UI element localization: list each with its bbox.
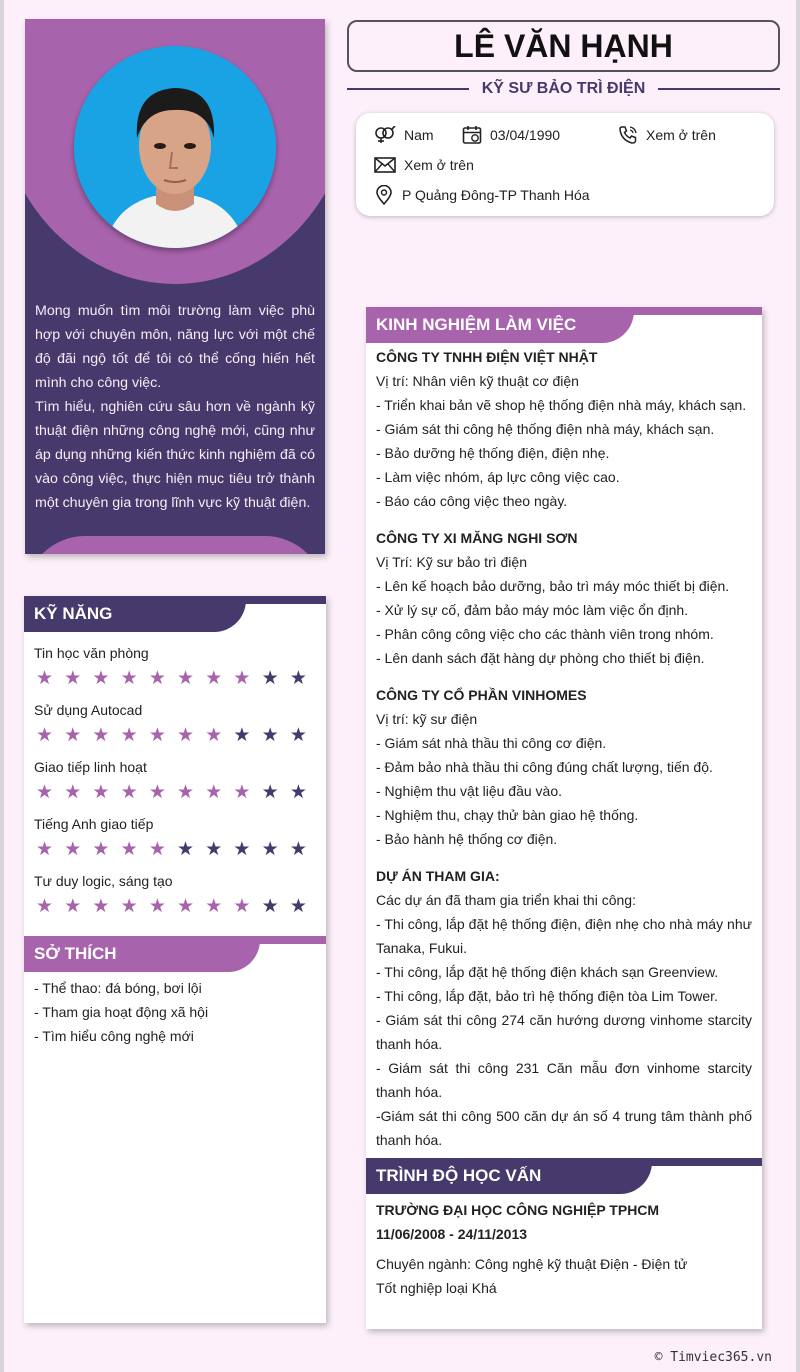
star-icon: ★: [233, 896, 251, 917]
star-icon: ★: [120, 782, 138, 803]
gender-icon: [374, 126, 396, 144]
company-name: CÔNG TY TNHH ĐIỆN VIỆT NHẬT: [376, 349, 598, 365]
major: Chuyên ngành: Công nghệ kỹ thuật Điện - Điện tử: [376, 1256, 688, 1272]
exp-line: - Thi công, lắp đặt hệ thống điện, điện nhẹ cho nhà máy như Tanaka, Fukui.: [376, 916, 752, 956]
skill-name: Giao tiếp linh hoạt: [34, 759, 147, 775]
candidate-name: LÊ VĂN HẠNH: [347, 20, 780, 72]
star-icon: ★: [120, 725, 138, 746]
star-icon: ★: [289, 668, 307, 689]
star-icon: ★: [289, 839, 307, 860]
star-icon: ★: [261, 725, 279, 746]
star-icon: ★: [148, 782, 166, 803]
star-icon: ★: [92, 839, 110, 860]
exp-line: - Phân công công việc cho các thành viên trong nhóm.: [376, 626, 714, 642]
exp-line: Vị Trí: Kỹ sư bảo trì điện: [376, 554, 527, 570]
exp-line: - Lên kế hoạch bảo dưỡng, bảo trì máy móc thiết bị điện.: [376, 578, 730, 594]
experience-title: KINH NGHIỆM LÀM VIỆC: [366, 307, 634, 343]
avatar: [74, 46, 276, 248]
career-objective: Mong muốn tìm môi trường làm việc phù hợp với chuyên môn, năng lực với một chế độ đãi ngộ tốt để tôi có thể cống hiến hết mình cho công việc. Tìm hiểu, nghiên cứu sâu hơn về ngành kỹ thuật điện những công nghệ mới, cũng như áp dụng những kiến thức kinh nghiệm đã có vào công việc, thực hiện mục tiêu trở thành một chuyên gia trong lĩnh vực kỹ thuật điện.: [35, 303, 315, 511]
star-icon: ★: [148, 725, 166, 746]
star-icon: ★: [148, 668, 166, 689]
skill-item: [24, 702, 326, 746]
star-icon: ★: [177, 896, 195, 917]
skill-rating: [34, 897, 316, 917]
star-icon: ★: [92, 896, 110, 917]
star-icon: ★: [36, 725, 54, 746]
experience-card: [366, 307, 762, 1329]
experience-item: [376, 683, 752, 851]
star-icon: ★: [148, 839, 166, 860]
skill-item: [24, 645, 326, 689]
star-icon: ★: [64, 782, 82, 803]
job-title-row: [347, 78, 780, 100]
star-icon: ★: [36, 668, 54, 689]
exp-line: - Thi công, lắp đặt, bảo trì hệ thống điện tòa Lim Tower.: [376, 988, 718, 1004]
school-name: TRƯỜNG ĐẠI HỌC CÔNG NGHIỆP TPHCM: [376, 1202, 660, 1218]
skill-rating: [34, 726, 316, 746]
star-icon: ★: [148, 896, 166, 917]
footer-watermark: © Timviec365.vn: [654, 1350, 772, 1365]
exp-line: - Lên danh sách đặt hàng dự phòng cho thiết bị điện.: [376, 650, 705, 666]
star-icon: ★: [120, 896, 138, 917]
study-period: 11/06/2008 - 24/11/2013: [376, 1226, 528, 1242]
star-icon: ★: [205, 896, 223, 917]
exp-line: - Giám sát thi công hệ thống điện nhà máy, khách sạn.: [376, 421, 715, 437]
hobbies-title: SỞ THÍCH: [24, 936, 260, 972]
star-icon: ★: [177, 839, 195, 860]
star-icon: ★: [205, 668, 223, 689]
exp-line: - Triển khai bản vẽ shop hệ thống điện nhà máy, khách sạn.: [376, 397, 747, 413]
skill-rating: [34, 840, 316, 860]
skill-rating: [34, 783, 316, 803]
skills-title: KỸ NĂNG: [24, 596, 246, 632]
hobby-item: - Thể thao: đá bóng, bơi lội: [34, 980, 202, 996]
skill-item: [24, 816, 326, 860]
exp-line: - Giám sát thi công 274 căn hướng dương vinhome starcity thanh hóa.: [376, 1012, 752, 1052]
exp-line: - Xử lý sự cố, đảm bảo máy móc làm việc ổn định.: [376, 602, 689, 618]
skill-item: [24, 873, 326, 917]
contact-address: [374, 184, 590, 206]
star-icon: ★: [64, 839, 82, 860]
star-icon: ★: [233, 725, 251, 746]
contact-box: [356, 113, 774, 216]
phone-value: Xem ở trên: [646, 127, 716, 143]
skill-item: [24, 759, 326, 803]
exp-line: - Nghiệm thu vật liệu đầu vào.: [376, 783, 562, 799]
skills-header: [24, 596, 326, 632]
exp-line: -Giám sát thi công 500 căn dự án số 4 trung tâm thành phố thanh hóa.: [376, 1108, 752, 1148]
graduation-grade: Tốt nghiệp loại Khá: [376, 1280, 497, 1296]
education-body: [376, 1194, 752, 1300]
star-icon: ★: [261, 782, 279, 803]
star-icon: ★: [261, 896, 279, 917]
star-icon: ★: [205, 725, 223, 746]
star-icon: ★: [289, 782, 307, 803]
hobby-item: - Tìm hiểu công nghệ mới: [34, 1028, 194, 1044]
job-title: KỸ SƯ BẢO TRÌ ĐIỆN: [481, 80, 646, 97]
project-heading: DỰ ÁN THAM GIA:: [376, 868, 500, 884]
contact-phone: [618, 124, 716, 146]
experience-header: [366, 307, 762, 343]
star-icon: ★: [36, 896, 54, 917]
company-name: CÔNG TY XI MĂNG NGHI SƠN: [376, 530, 578, 546]
exp-line: - Làm việc nhóm, áp lực công việc cao.: [376, 469, 620, 485]
star-icon: ★: [64, 725, 82, 746]
star-icon: ★: [92, 725, 110, 746]
hobbies-header: [24, 936, 326, 972]
hobbies-list: [24, 972, 326, 1048]
contact-dob: [462, 124, 560, 146]
star-icon: ★: [233, 782, 251, 803]
experience-body: [366, 343, 762, 1300]
profile-footer-arc: [25, 536, 325, 554]
exp-line: - Đảm bảo nhà thầu thi công đúng chất lượng, tiến độ.: [376, 759, 713, 775]
experience-item: [376, 345, 752, 513]
profile-card: [25, 19, 325, 554]
contact-gender: [374, 124, 434, 146]
star-icon: ★: [233, 668, 251, 689]
exp-line: Vị trí: kỹ sư điện: [376, 711, 478, 727]
exp-line: - Báo cáo công việc theo ngày.: [376, 493, 568, 509]
right-border: [796, 0, 800, 1372]
exp-line: - Thi công, lắp đặt hệ thống điện khách sạn Greenview.: [376, 964, 719, 980]
star-icon: ★: [205, 839, 223, 860]
phone-icon: [618, 125, 638, 145]
exp-line: Các dự án đã tham gia triển khai thi công:: [376, 892, 636, 908]
star-icon: ★: [120, 839, 138, 860]
location-pin-icon: [374, 185, 394, 205]
left-border: [0, 0, 4, 1372]
star-icon: ★: [92, 668, 110, 689]
star-icon: ★: [36, 839, 54, 860]
education-title: TRÌNH ĐỘ HỌC VẤN: [366, 1158, 652, 1194]
skill-name: Sử dụng Autocad: [34, 702, 143, 718]
experience-item: [376, 864, 752, 1152]
exp-line: - Giám sát thi công 231 Căn mẫu đơn vinhome starcity thanh hóa.: [376, 1060, 752, 1100]
address-value: P Quảng Đông-TP Thanh Hóa: [402, 187, 590, 203]
skills-card: [24, 596, 326, 1323]
star-icon: ★: [261, 839, 279, 860]
hobby-item: - Tham gia hoạt động xã hội: [34, 1004, 209, 1020]
skills-list: [24, 645, 326, 917]
star-icon: ★: [289, 896, 307, 917]
star-icon: ★: [289, 725, 307, 746]
star-icon: ★: [64, 668, 82, 689]
skill-rating: [34, 669, 316, 689]
star-icon: ★: [120, 668, 138, 689]
star-icon: ★: [36, 782, 54, 803]
envelope-icon: [374, 157, 396, 173]
exp-line: - Bảo hành hệ thống cơ điện.: [376, 831, 558, 847]
star-icon: ★: [233, 839, 251, 860]
skill-name: Tin học văn phòng: [34, 645, 149, 661]
exp-line: - Giám sát nhà thầu thi công cơ điện.: [376, 735, 607, 751]
calendar-icon: [462, 125, 482, 145]
dob-value: 03/04/1990: [490, 127, 561, 143]
star-icon: ★: [177, 725, 195, 746]
experience-item: [376, 526, 752, 670]
skill-name: Tư duy logic, sáng tạo: [34, 873, 173, 889]
exp-line: - Bảo dưỡng hệ thống điện, điện nhẹ.: [376, 445, 610, 461]
contact-email: [374, 154, 474, 176]
star-icon: ★: [177, 668, 195, 689]
exp-line: - Nghiệm thu, chạy thử bàn giao hệ thống.: [376, 807, 639, 823]
gender-value: Nam: [404, 127, 434, 143]
star-icon: ★: [177, 782, 195, 803]
star-icon: ★: [261, 668, 279, 689]
exp-line: Vị trí: Nhân viên kỹ thuật cơ điện: [376, 373, 579, 389]
star-icon: ★: [64, 896, 82, 917]
star-icon: ★: [92, 782, 110, 803]
company-name: CÔNG TY CỔ PHẦN VINHOMES: [376, 687, 587, 703]
star-icon: ★: [205, 782, 223, 803]
education-header: [366, 1158, 762, 1194]
email-value: Xem ở trên: [404, 157, 474, 173]
skill-name: Tiếng Anh giao tiếp: [34, 816, 154, 832]
